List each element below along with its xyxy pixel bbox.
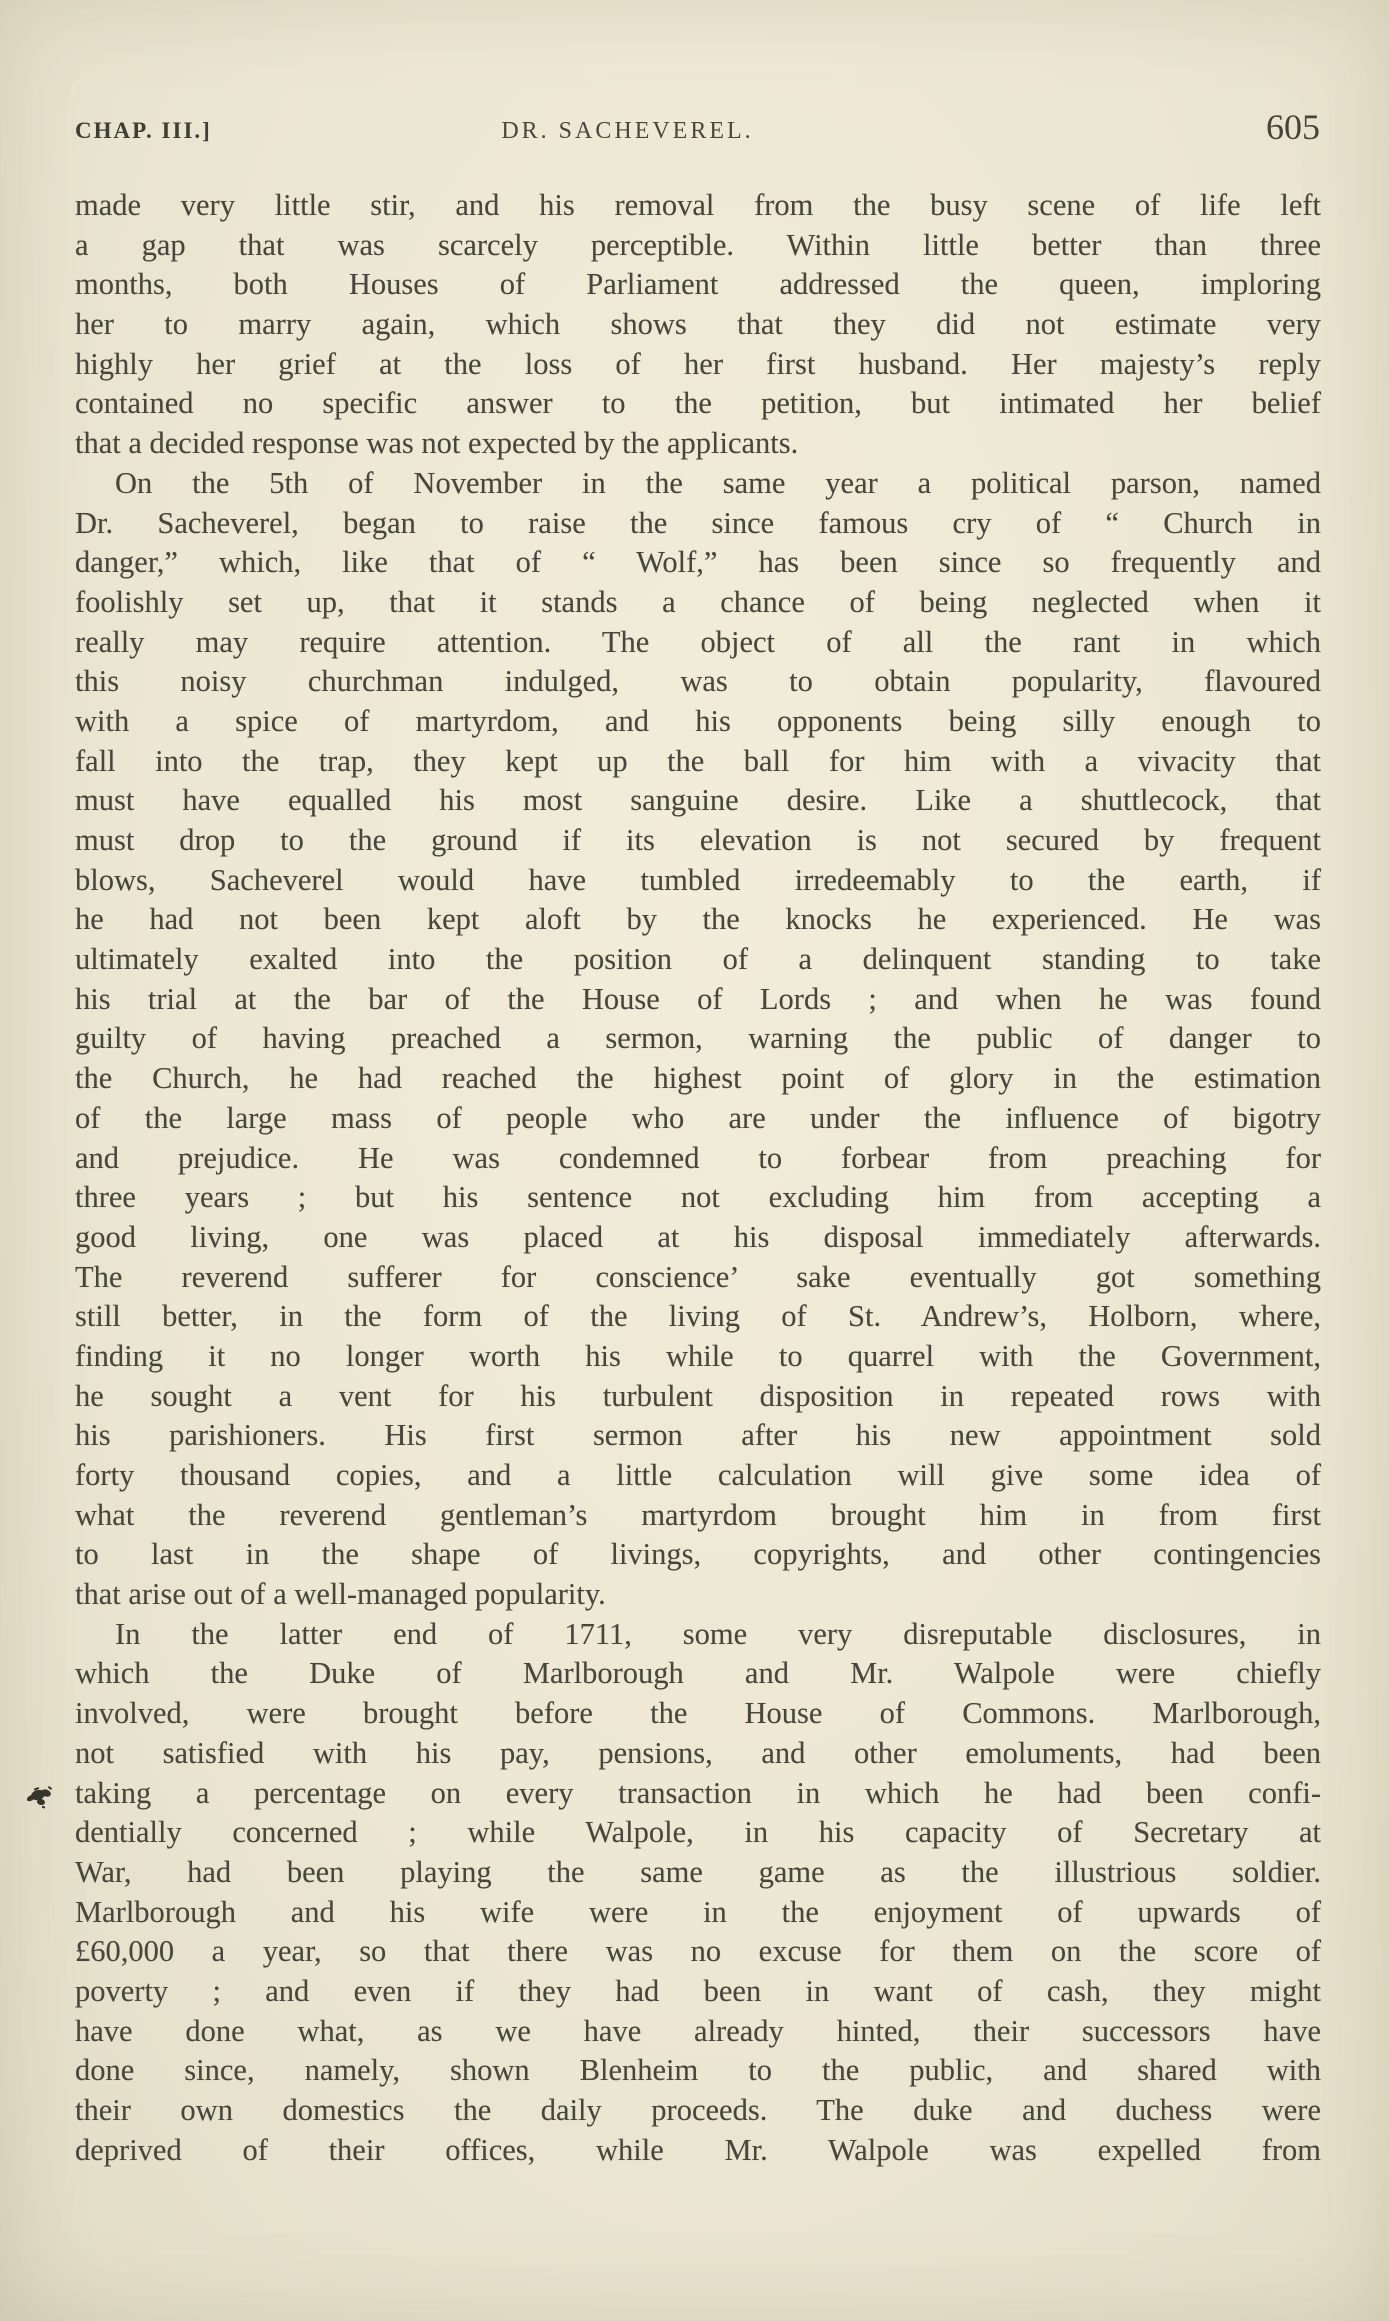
- text-line: blows, Sacheverel would have tumbled irredeemably to the earth, if: [75, 862, 1321, 897]
- text-line: fall into the trap, they kept up the ball for him with a vivacity that: [75, 743, 1321, 778]
- text-line: what the reverend gentleman’s martyrdom brought him in from first: [75, 1497, 1321, 1532]
- text-line: that a decided response was not expected by the applicants.: [75, 426, 799, 461]
- chapter-label: CHAP. III.]: [75, 118, 212, 143]
- text-line: poverty ; and even if they had been in want of cash, they might: [75, 1973, 1321, 2008]
- text-line: the Church, he had reached the highest point of glory in the estimation: [75, 1061, 1321, 1096]
- page-title: DR. SACHEVEREL.: [501, 118, 754, 144]
- text-line: still better, in the form of the living of St. Andrew’s, Holborn, where,: [75, 1299, 1321, 1334]
- text-line: deprived of their offices, while Mr. Walpole was expelled from: [75, 2132, 1321, 2167]
- text-line: to last in the shape of livings, copyrights, and other contingencies: [75, 1537, 1321, 1572]
- text-line: this noisy churchman indulged, was to obtain popularity, flavoured: [75, 664, 1321, 699]
- text-line: his trial at the bar of the House of Lords ; and when he was found: [75, 981, 1321, 1016]
- text-line: have done what, as we have already hinted, their successors have: [75, 2013, 1321, 2048]
- text-line: made very little stir, and his removal from the busy scene of life left: [75, 188, 1321, 222]
- text-line: guilty of having preached a sermon, warning the public of danger to: [75, 1021, 1321, 1056]
- text-line: finding it no longer worth his while to quarrel with the Government,: [75, 1338, 1321, 1373]
- text-line: War, had been playing the same game as the illustrious soldier.: [75, 1854, 1321, 1889]
- text-line: good living, one was placed at his disposal immediately afterwards.: [75, 1219, 1321, 1254]
- text-line: foolishly set up, that it stands a chance of being neglected when it: [75, 584, 1321, 619]
- text-line: contained no specific answer to the petition, but intimated her belief: [75, 386, 1321, 421]
- text-line: three years ; but his sentence not excluding him from accepting a: [75, 1180, 1321, 1215]
- text-line: Dr. Sacheverel, began to raise the since famous cry of “ Church in: [75, 505, 1321, 540]
- text-line: The reverend sufferer for conscience’ sake eventually got something: [75, 1259, 1321, 1294]
- text-line: done since, namely, shown Blenheim to the public, and shared with: [75, 2053, 1321, 2088]
- text-line: In the latter end of 1711, some very disreputable disclosures, in: [115, 1616, 1321, 1651]
- text-line: Marlborough and his wife were in the enjoyment of upwards of: [75, 1894, 1321, 1929]
- text-line: involved, were brought before the House of Commons. Marlborough,: [75, 1696, 1321, 1731]
- text-line: a gap that was scarcely perceptible. Within little better than three: [75, 227, 1321, 262]
- text-line: highly her grief at the loss of her first husband. Her majesty’s reply: [75, 346, 1321, 381]
- text-line: not satisfied with his pay, pensions, and other emoluments, had been: [75, 1735, 1321, 1770]
- text-line: of the large mass of people who are under the influence of bigotry: [75, 1100, 1321, 1135]
- text-line: and prejudice. He was condemned to forbear from preaching for: [75, 1140, 1321, 1175]
- text-line: he had not been kept aloft by the knocks he experienced. He was: [75, 902, 1321, 937]
- text-line: he sought a vent for his turbulent disposition in repeated rows with: [75, 1378, 1321, 1413]
- text-line: taking a percentage on every transaction in which he had been confi-: [75, 1775, 1321, 1810]
- text-line: their own domestics the daily proceeds. The duke and duchess were: [75, 2093, 1321, 2127]
- text-line: must drop to the ground if its elevation is not secured by frequent: [75, 823, 1321, 857]
- text-line: his parishioners. His first sermon after his new appointment sold: [75, 1418, 1321, 1453]
- page-number: 605: [1266, 107, 1320, 147]
- text-line: with a spice of martyrdom, and his opponents being silly enough to: [75, 703, 1321, 738]
- text-line: £60,000 a year, so that there was no excuse for them on the score of: [75, 1934, 1321, 1969]
- running-head: [75, 107, 1320, 152]
- text-line: danger,” which, like that of “ Wolf,” has been since so frequently and: [75, 545, 1321, 580]
- text-line: her to marry again, which shows that they did not estimate very: [75, 307, 1321, 342]
- text-line: months, both Houses of Parliament addressed the queen, imploring: [75, 267, 1321, 302]
- text-line: dentially concerned ; while Walpole, in his capacity of Secretary at: [75, 1815, 1321, 1850]
- text-line: forty thousand copies, and a little calculation will give some idea of: [75, 1458, 1321, 1492]
- text-line: really may require attention. The object of all the rant in which: [75, 624, 1321, 659]
- text-block: [75, 186, 1321, 2170]
- text-line: ultimately exalted into the position of a delinquent standing to take: [75, 942, 1321, 977]
- text-line: that arise out of a well-managed popularity.: [75, 1577, 606, 1612]
- ink-blot-mark: [22, 1782, 58, 1812]
- text-line: must have equalled his most sanguine desire. Like a shuttlecock, that: [75, 783, 1321, 818]
- text-line: which the Duke of Marlborough and Mr. Walpole were chiefly: [75, 1656, 1321, 1691]
- text-line: On the 5th of November in the same year a political parson, named: [115, 465, 1321, 500]
